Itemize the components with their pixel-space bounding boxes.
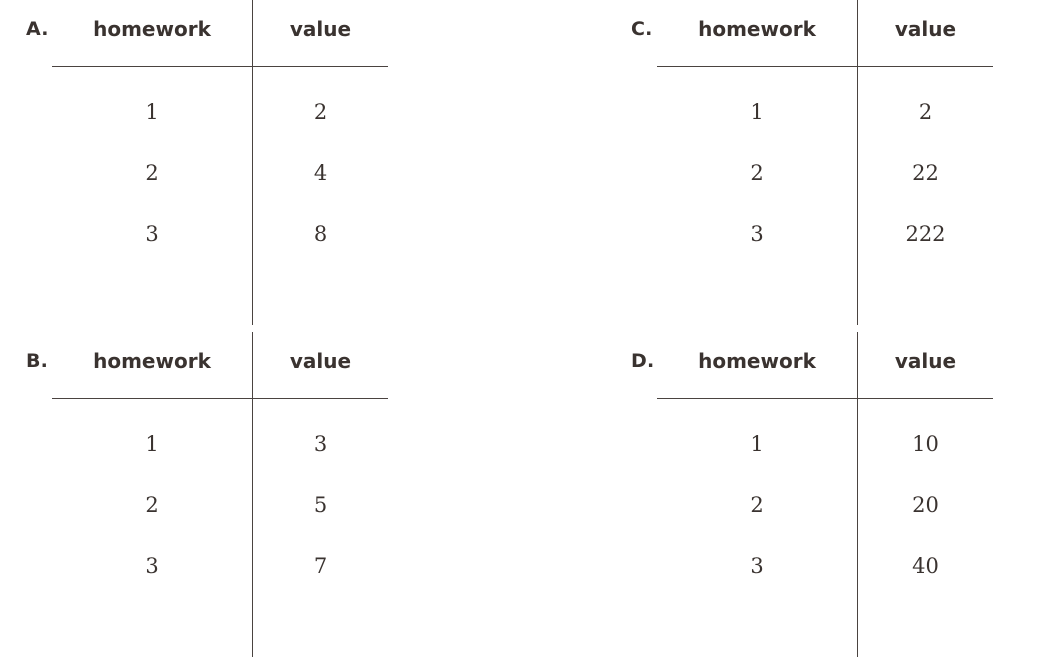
option-a-table <box>52 0 388 325</box>
option-a-label: A. <box>26 18 49 40</box>
cell-homework: 2 <box>657 142 858 203</box>
cell-value: 4 <box>313 160 328 185</box>
cell-homework: 1 <box>657 67 858 143</box>
option-c-panel[interactable] <box>605 0 993 325</box>
cell-value: 10 <box>912 431 939 456</box>
option-c-table <box>657 0 993 325</box>
column-header-homework: homework <box>657 0 858 67</box>
table-row <box>52 142 388 203</box>
divider-tail-spacer <box>858 264 994 325</box>
cell-value: 8 <box>313 221 328 246</box>
table-row <box>657 474 993 535</box>
table-row <box>657 142 993 203</box>
table-row <box>657 399 993 475</box>
cell-homework: 2 <box>52 142 253 203</box>
table-divider-tail <box>52 596 388 657</box>
column-header-value: value <box>253 332 389 399</box>
cell-homework: 1 <box>52 399 253 475</box>
column-header-homework: homework <box>657 332 858 399</box>
cell-value: 20 <box>912 492 939 517</box>
table-divider-tail <box>657 264 993 325</box>
cell-homework: 2 <box>657 474 858 535</box>
cell-value: 22 <box>912 160 939 185</box>
cell-homework: 3 <box>52 535 253 596</box>
table-row <box>52 474 388 535</box>
divider-tail-cell <box>52 264 253 325</box>
table-divider-tail <box>657 596 993 657</box>
cell-value: 7 <box>313 553 328 578</box>
table-row <box>657 67 993 143</box>
table-header-row <box>52 0 388 67</box>
divider-tail-cell <box>657 596 858 657</box>
cell-value: 222 <box>905 221 946 246</box>
cell-homework: 2 <box>52 474 253 535</box>
table-header-row <box>52 332 388 399</box>
option-b-label: B. <box>26 350 49 372</box>
divider-tail-spacer <box>253 264 389 325</box>
table-header-row <box>657 332 993 399</box>
column-header-value: value <box>858 332 994 399</box>
cell-value: 5 <box>313 492 328 517</box>
option-d-label: D. <box>631 350 655 372</box>
cell-value: 40 <box>912 553 939 578</box>
cell-homework: 1 <box>657 399 858 475</box>
table-header-row <box>657 0 993 67</box>
divider-tail-spacer <box>858 596 994 657</box>
divider-tail-cell <box>52 596 253 657</box>
cell-value: 3 <box>313 431 328 456</box>
divider-tail-spacer <box>253 596 389 657</box>
option-a-panel[interactable] <box>0 0 388 325</box>
table-row <box>52 203 388 264</box>
table-row <box>657 535 993 596</box>
column-header-homework: homework <box>52 332 253 399</box>
cell-homework: 3 <box>657 535 858 596</box>
column-header-value: value <box>858 0 994 67</box>
cell-homework: 1 <box>52 67 253 143</box>
cell-value: 2 <box>918 99 933 124</box>
option-d-table <box>657 332 993 657</box>
table-divider-tail <box>52 264 388 325</box>
divider-tail-cell <box>657 264 858 325</box>
option-b-panel[interactable] <box>0 332 388 657</box>
table-row <box>52 535 388 596</box>
cell-value: 2 <box>313 99 328 124</box>
table-row <box>657 203 993 264</box>
cell-homework: 3 <box>52 203 253 264</box>
table-row <box>52 67 388 143</box>
column-header-value: value <box>253 0 389 67</box>
option-c-label: C. <box>631 18 653 40</box>
table-row <box>52 399 388 475</box>
option-d-panel[interactable] <box>605 332 993 657</box>
option-b-table <box>52 332 388 657</box>
cell-homework: 3 <box>657 203 858 264</box>
column-header-homework: homework <box>52 0 253 67</box>
